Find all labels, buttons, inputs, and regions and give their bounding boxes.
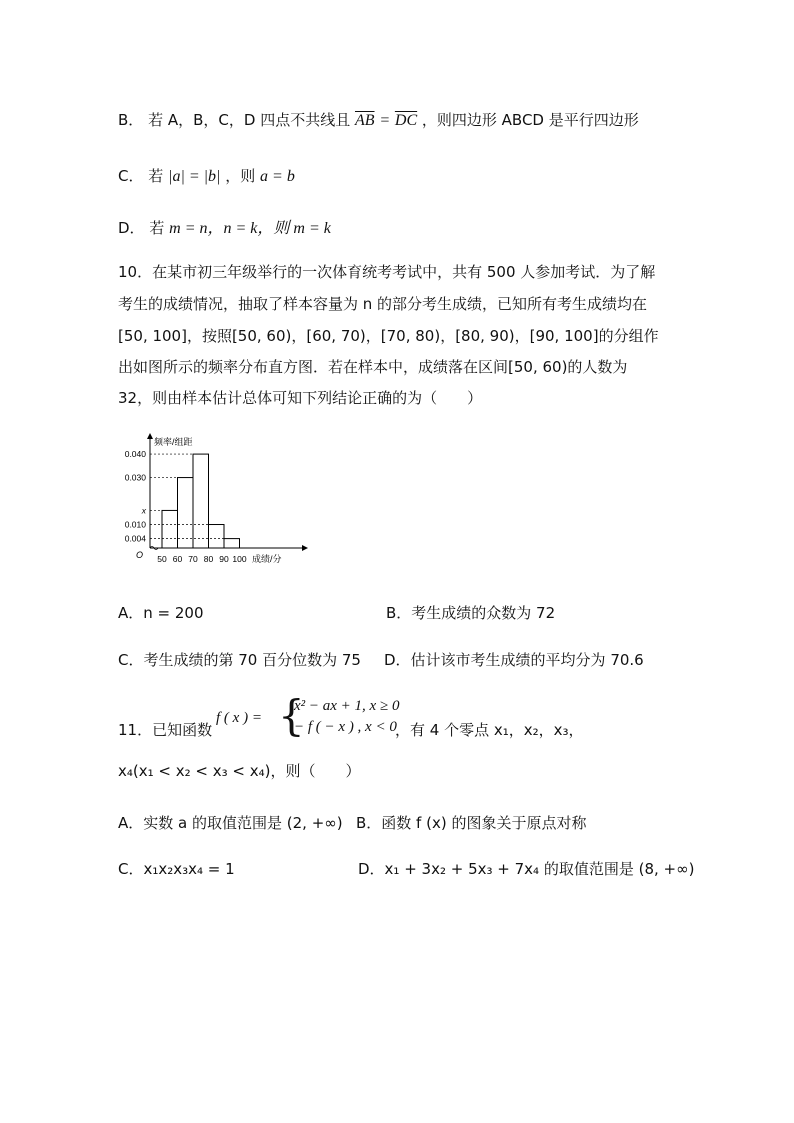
option-b-tail: ，则四边形 ABCD 是平行四边形	[421, 111, 639, 129]
option-c-expr: |a| = |b|	[168, 168, 221, 185]
q10-line-4: 出如图所示的频率分布直方图．若在样本中，成绩落在区间[50, 60)的人数为	[118, 358, 628, 376]
x-tick-label: 80	[203, 554, 214, 564]
x-axis-label: 成绩/分	[252, 554, 282, 564]
histogram-bar	[193, 454, 209, 548]
option-c-label: C．	[118, 167, 144, 185]
histogram-bar	[224, 539, 240, 548]
option-d-label: D．	[118, 219, 145, 237]
option-c-text: 若	[148, 167, 164, 185]
y-tick-label: 0.004	[124, 533, 146, 544]
option-d-text: 若	[149, 219, 165, 237]
q11-line-2: x₄(x₁ < x₂ < x₃ < x₄)，则（ ）	[118, 762, 361, 780]
y-axis-arrow-icon	[147, 433, 153, 439]
q10-line-3: [50, 100]，按照[50, 60)，[60, 70)，[70, 80)，[80, 90)，[90, 100]的分组作	[118, 327, 659, 345]
x-tick-label: 70	[188, 554, 198, 564]
q11-function-name: f ( x ) =	[216, 710, 262, 726]
option-c-prev	[118, 166, 295, 187]
vector-ab: $\overline{AB}$	[354, 112, 375, 129]
y-tick-label: 0.040	[124, 449, 146, 460]
q10-line-5: 32，则由样本估计总体可知下列结论正确的为（ ）	[118, 389, 483, 407]
histogram-bar	[209, 525, 225, 548]
y-tick-label: x	[141, 505, 146, 516]
frequency-histogram	[110, 432, 310, 572]
x-tick-label: 100	[232, 554, 247, 564]
q11-option-b: B．函数 f (x) 的图象关于原点对称	[356, 814, 587, 832]
y-axis-label: 频率/组距	[154, 437, 193, 447]
option-d-prev	[118, 218, 331, 239]
x-tick-label: 90	[219, 554, 229, 564]
q10-option-d: D．估计该市考生成绩的平均分为 70.6	[384, 651, 644, 669]
q11-option-a: A．实数 a 的取值范围是 (2, +∞)	[118, 814, 343, 832]
piecewise-case-1: x² − ax + 1, x ≥ 0	[294, 698, 400, 714]
vector-dc: $\overline{DC}$	[394, 112, 418, 129]
q10-option-b: B．考生成绩的众数为 72	[386, 604, 556, 622]
left-brace-icon: {	[278, 691, 305, 740]
option-b-prev	[118, 110, 639, 131]
x-axis-arrow-icon	[302, 545, 308, 551]
q10-line-2: 考生的成绩情况，抽取了样本容量为 n 的部分考生成绩，已知所有考生成绩均在	[118, 295, 648, 313]
x-tick-label: 50	[157, 554, 167, 564]
option-c-mid: ，则	[225, 167, 256, 185]
origin-label: O	[136, 550, 144, 560]
q11-option-c: C．x₁x₂x₃x₄ = 1	[118, 860, 235, 878]
histogram-bar	[178, 478, 194, 548]
q10-option-c: C．考生成绩的第 70 百分位数为 75	[118, 651, 361, 669]
q11-option-d: D．x₁ + 3x₂ + 5x₃ + 7x₄ 的取值范围是 (8, +∞)	[358, 860, 695, 878]
y-tick-label: 0.030	[124, 472, 146, 483]
q11-prefix: 11．已知函数	[118, 721, 213, 739]
histogram-bar	[162, 510, 178, 548]
option-b-label: B．	[118, 111, 144, 129]
q10-option-a: A．n = 200	[118, 604, 204, 622]
option-c-expr2: a = b	[260, 168, 295, 185]
equals-sign: =	[379, 112, 391, 129]
y-tick-label: 0.010	[124, 519, 146, 530]
q10-line-1: 10．在某市初三年级举行的一次体育统考考试中，共有 500 人参加考试．为了解	[118, 263, 656, 281]
q11-suffix: ，有 4 个零点 x₁，x₂，x₃，	[395, 721, 584, 739]
option-b-text: 若 A，B，C，D 四点不共线且	[148, 111, 351, 129]
option-d-expr: m = n，n = k，则 m = k	[169, 220, 331, 237]
piecewise-case-2: − f ( − x ) , x < 0	[294, 719, 397, 735]
x-tick-label: 60	[172, 554, 183, 564]
